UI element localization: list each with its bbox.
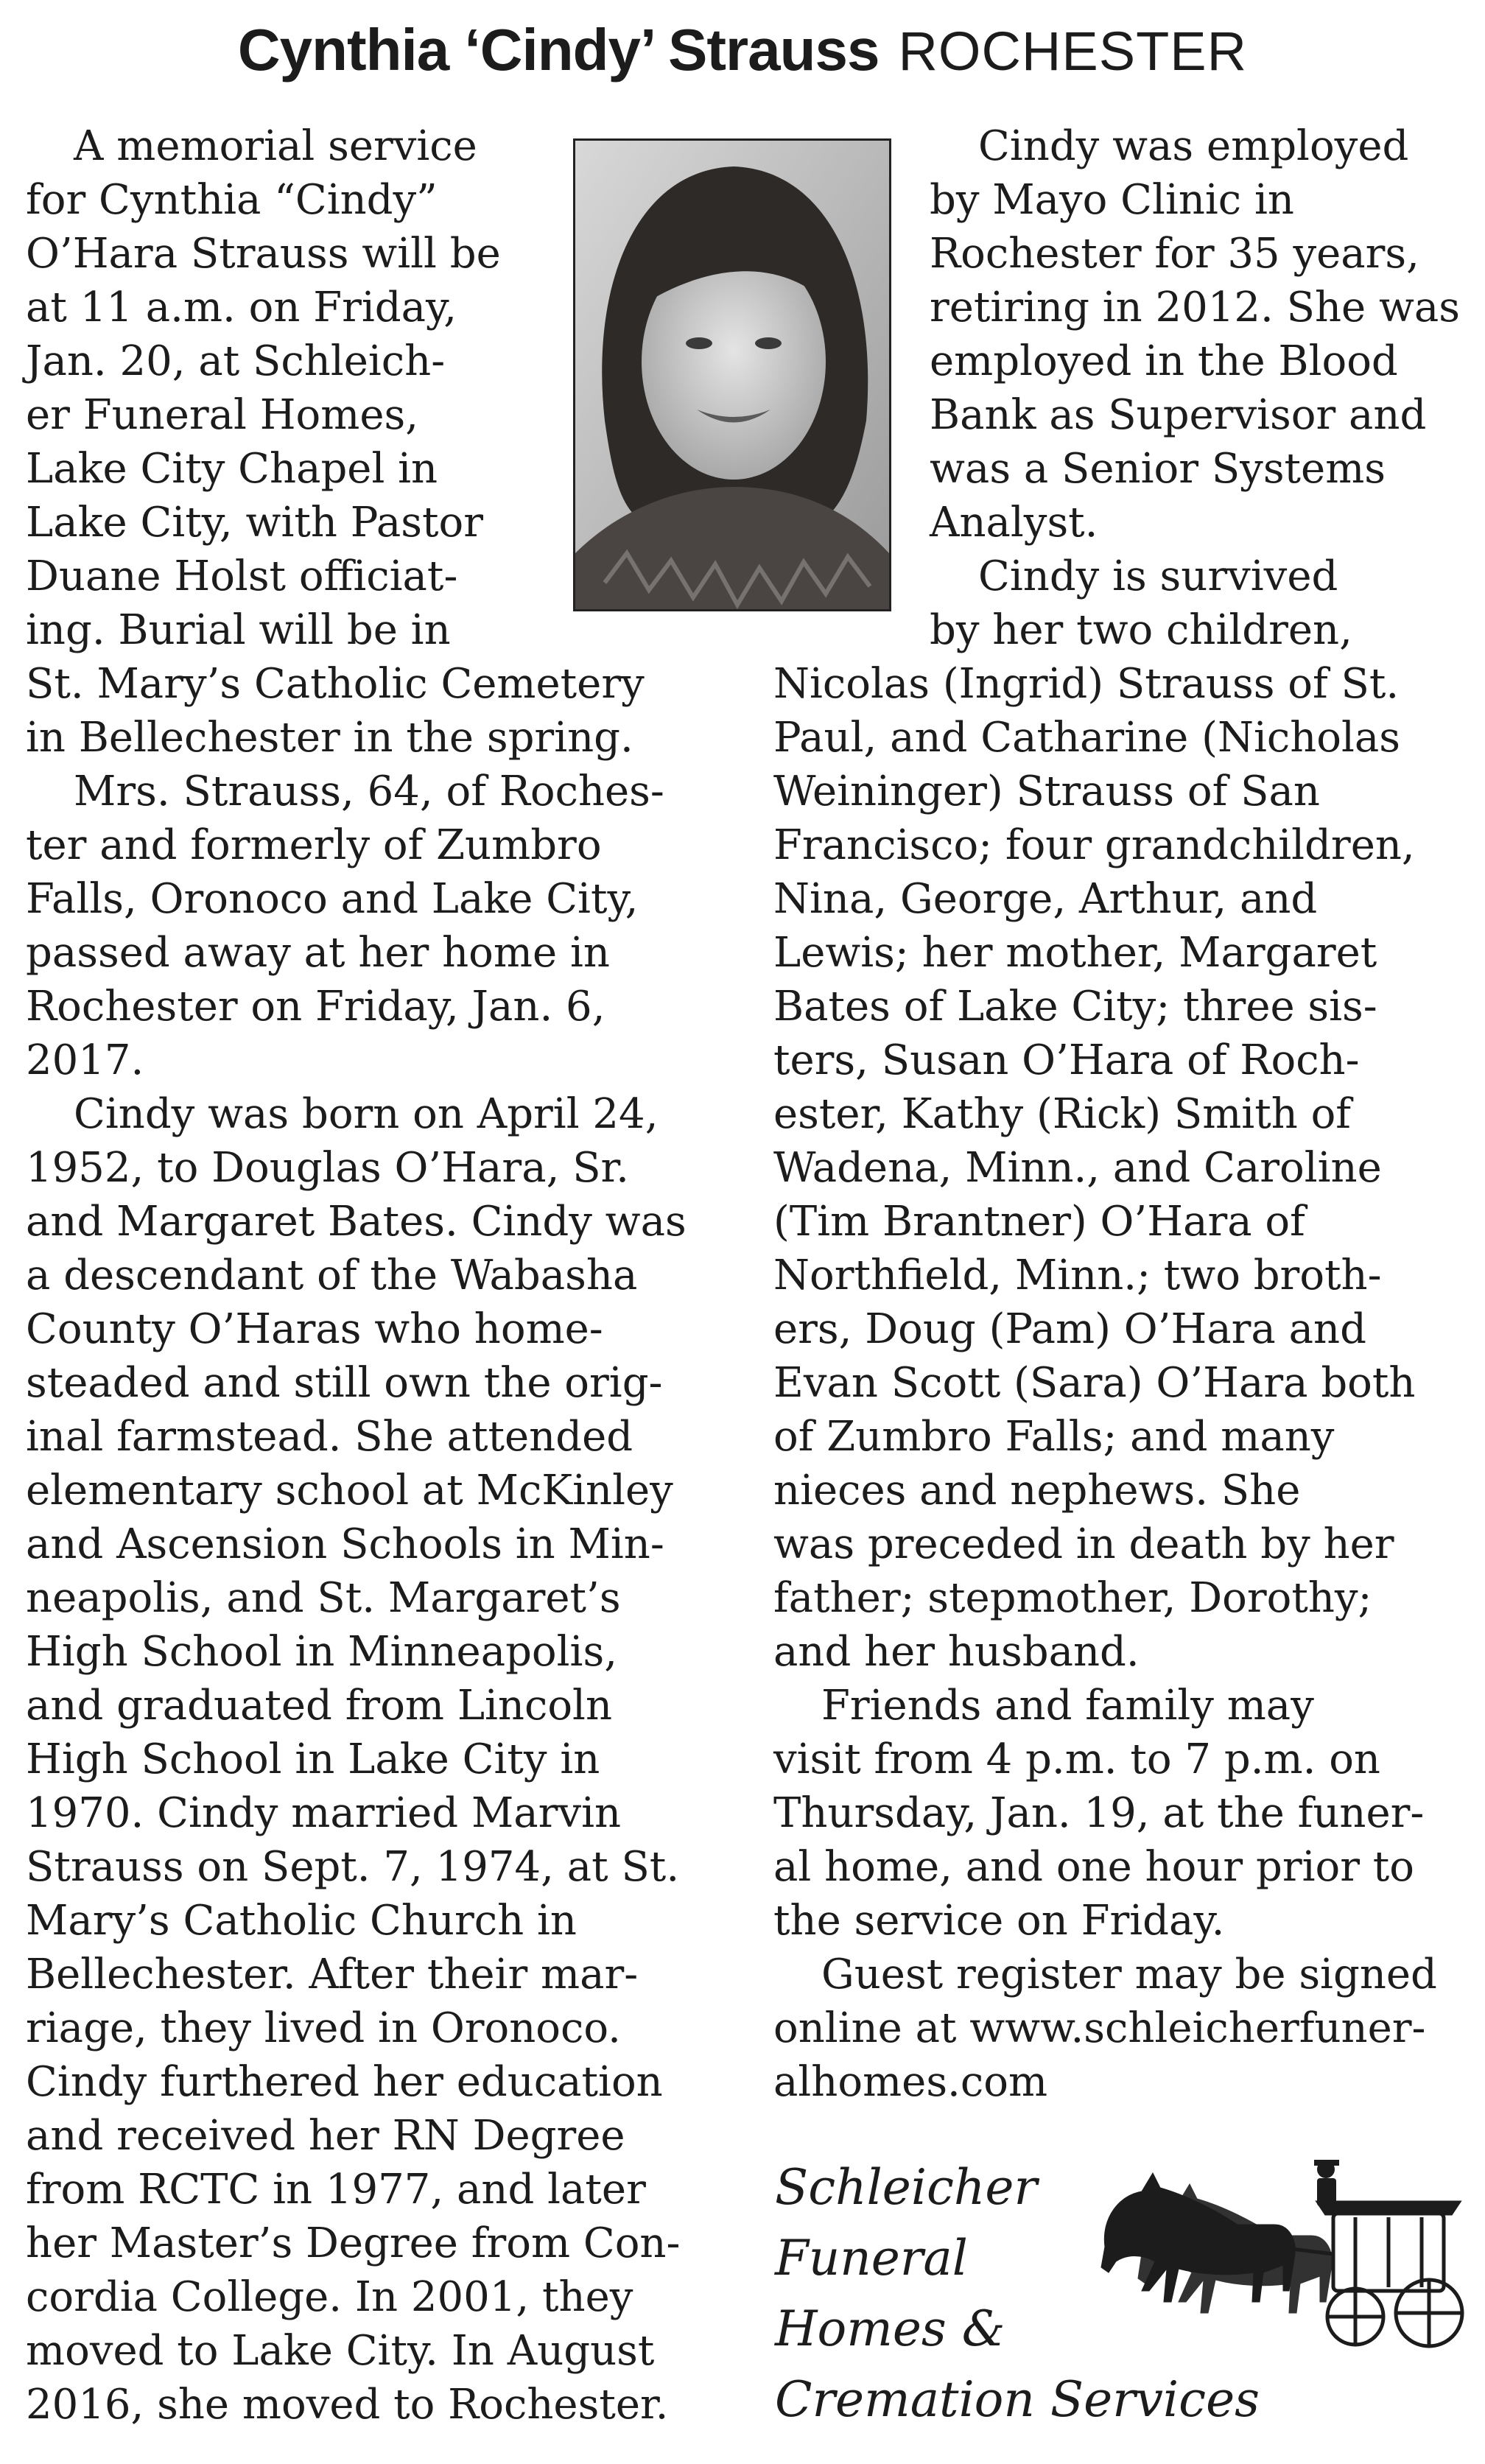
text-line: a descendant of the Wabasha [26, 1252, 638, 1299]
text-line: Guest register may be signed [821, 1951, 1437, 1998]
text-line: Bates of Lake City; three sis- [773, 983, 1377, 1031]
text-line: 2017. [26, 1036, 144, 1084]
text-line: 2016, she moved to Rochester. [26, 2381, 669, 2429]
text-line: Lake City, with Pastor [26, 499, 484, 547]
text-line: High School in Lake City in [26, 1735, 600, 1783]
text-line: retiring in 2012. She was [930, 284, 1461, 331]
text-line: by her two children, [930, 606, 1352, 654]
text-line: Weininger) Strauss of San [773, 768, 1320, 815]
text-line: employed in the Blood [930, 337, 1398, 385]
text-line: er Funeral Homes, [26, 391, 419, 439]
text-line: ing. Burial will be in [26, 606, 451, 654]
text-line: the service on Friday. [773, 1897, 1225, 1945]
text-line: and Margaret Bates. Cindy was [26, 1198, 687, 1246]
text-line: ers, Doug (Pam) O’Hara and [773, 1305, 1366, 1353]
text-line: Lake City Chapel in [26, 445, 438, 493]
text-line: Lewis; her mother, Margaret [773, 929, 1377, 977]
text-line: of Zumbro Falls; and many [773, 1413, 1335, 1461]
text-line: Nicolas (Ingrid) Strauss of St. [773, 660, 1400, 708]
text-line: Evan Scott (Sara) O’Hara both [773, 1359, 1416, 1407]
funeral-home-logo-text [775, 2152, 1260, 2435]
city-label: ROCHESTER [898, 21, 1248, 82]
text-line: Bellechester. After their mar- [26, 1951, 639, 1998]
text-line: nieces and nephews. She [773, 1467, 1301, 1514]
text-line: Paul, and Catharine (Nicholas [773, 714, 1401, 762]
text-line: ter and formerly of Zumbro [26, 821, 602, 869]
portrait-photo [573, 138, 891, 611]
text-line: Friends and family may [821, 1682, 1314, 1730]
text-line: for Cynthia “Cindy” [26, 176, 438, 224]
text-line: Wadena, Minn., and Caroline [773, 1144, 1382, 1192]
text-line: riage, they lived in Oronoco. [26, 2004, 621, 2052]
text-line: Nina, George, Arthur, and [773, 875, 1318, 923]
text-line: father; stepmother, Dorothy; [773, 1574, 1372, 1622]
text-line: was a Senior Systems [930, 445, 1386, 493]
text-line: al home, and one hour prior to [773, 1843, 1414, 1891]
text-line: from RCTC in 1977, and later [26, 2166, 646, 2214]
text-line: Rochester for 35 years, [930, 230, 1419, 278]
text-line: Thursday, Jan. 19, at the funer- [773, 1789, 1425, 1837]
text-line: steaded and still own the orig- [26, 1359, 663, 1407]
text-line: (Tim Brantner) O’Hara of [773, 1198, 1305, 1246]
text-line: passed away at her home in [26, 929, 610, 977]
text-line: online at www.schleicherfuner- [773, 2004, 1426, 2052]
text-line: inal farmstead. She attended [26, 1413, 633, 1461]
text-line: ters, Susan O’Hara of Roch- [773, 1036, 1360, 1084]
text-line: Mary’s Catholic Church in [26, 1897, 577, 1945]
text-line: Falls, Oronoco and Lake City, [26, 875, 639, 923]
text-line: Jan. 20, at Schleich- [26, 337, 446, 385]
text-line: 1970. Cindy married Marvin [26, 1789, 622, 1837]
text-line: visit from 4 p.m. to 7 p.m. on [773, 1735, 1380, 1783]
text-line: Cindy was employed [978, 122, 1409, 170]
logo-line: Homes & [775, 2300, 1005, 2357]
portrait-image [575, 141, 889, 609]
text-line: moved to Lake City. In August [26, 2327, 655, 2375]
text-line: Duane Holst officiat- [26, 552, 458, 600]
text-line: Bank as Supervisor and [930, 391, 1427, 439]
text-line: ester, Kathy (Rick) Smith of [773, 1090, 1352, 1138]
logo-line: Funeral [775, 2230, 968, 2286]
text-line: County O’Haras who home- [26, 1305, 603, 1353]
text-line: and her husband. [773, 1628, 1140, 1676]
text-line: Strauss on Sept. 7, 1974, at St. [26, 1843, 680, 1891]
text-line: cordia College. In 2001, they [26, 2273, 633, 2321]
text-line: neapolis, and St. Margaret’s [26, 1574, 621, 1622]
text-line: in Bellechester in the spring. [26, 714, 633, 762]
text-line: by Mayo Clinic in [930, 176, 1294, 224]
text-line: was preceded in death by her [773, 1520, 1394, 1568]
text-line: Analyst. [930, 499, 1098, 547]
deceased-name: Cynthia ‘Cindy’ Strauss [237, 17, 880, 83]
text-line: Mrs. Strauss, 64, of Roches- [74, 768, 664, 815]
obituary-headline [0, 16, 1485, 84]
text-line: and Ascension Schools in Min- [26, 1520, 664, 1568]
logo-line: Cremation Services [775, 2371, 1260, 2428]
text-line: Francisco; four grandchildren, [773, 821, 1415, 869]
text-line: at 11 a.m. on Friday, [26, 284, 457, 331]
text-line: O’Hara Strauss will be [26, 230, 501, 278]
text-line: A memorial service [74, 122, 477, 170]
text-line: Northfield, Minn.; two broth- [773, 1252, 1382, 1299]
horse-drawn-hearse-icon [1090, 2144, 1473, 2357]
logo-line: Schleicher [775, 2159, 1038, 2216]
text-line: elementary school at McKinley [26, 1467, 673, 1514]
text-line: and received her RN Degree [26, 2112, 625, 2160]
text-line: Cindy was born on April 24, [74, 1090, 659, 1138]
text-line: Cindy furthered her education [26, 2058, 663, 2106]
text-line: alhomes.com [773, 2058, 1048, 2106]
text-line: High School in Minneapolis, [26, 1628, 618, 1676]
text-line: 1952, to Douglas O’Hara, Sr. [26, 1144, 629, 1192]
text-line: St. Mary’s Catholic Cemetery [26, 660, 645, 708]
text-line: her Master’s Degree from Con- [26, 2219, 681, 2267]
text-line: Cindy is survived [978, 552, 1338, 600]
text-line: Rochester on Friday, Jan. 6, [26, 983, 605, 1031]
text-line: and graduated from Lincoln [26, 1682, 613, 1730]
